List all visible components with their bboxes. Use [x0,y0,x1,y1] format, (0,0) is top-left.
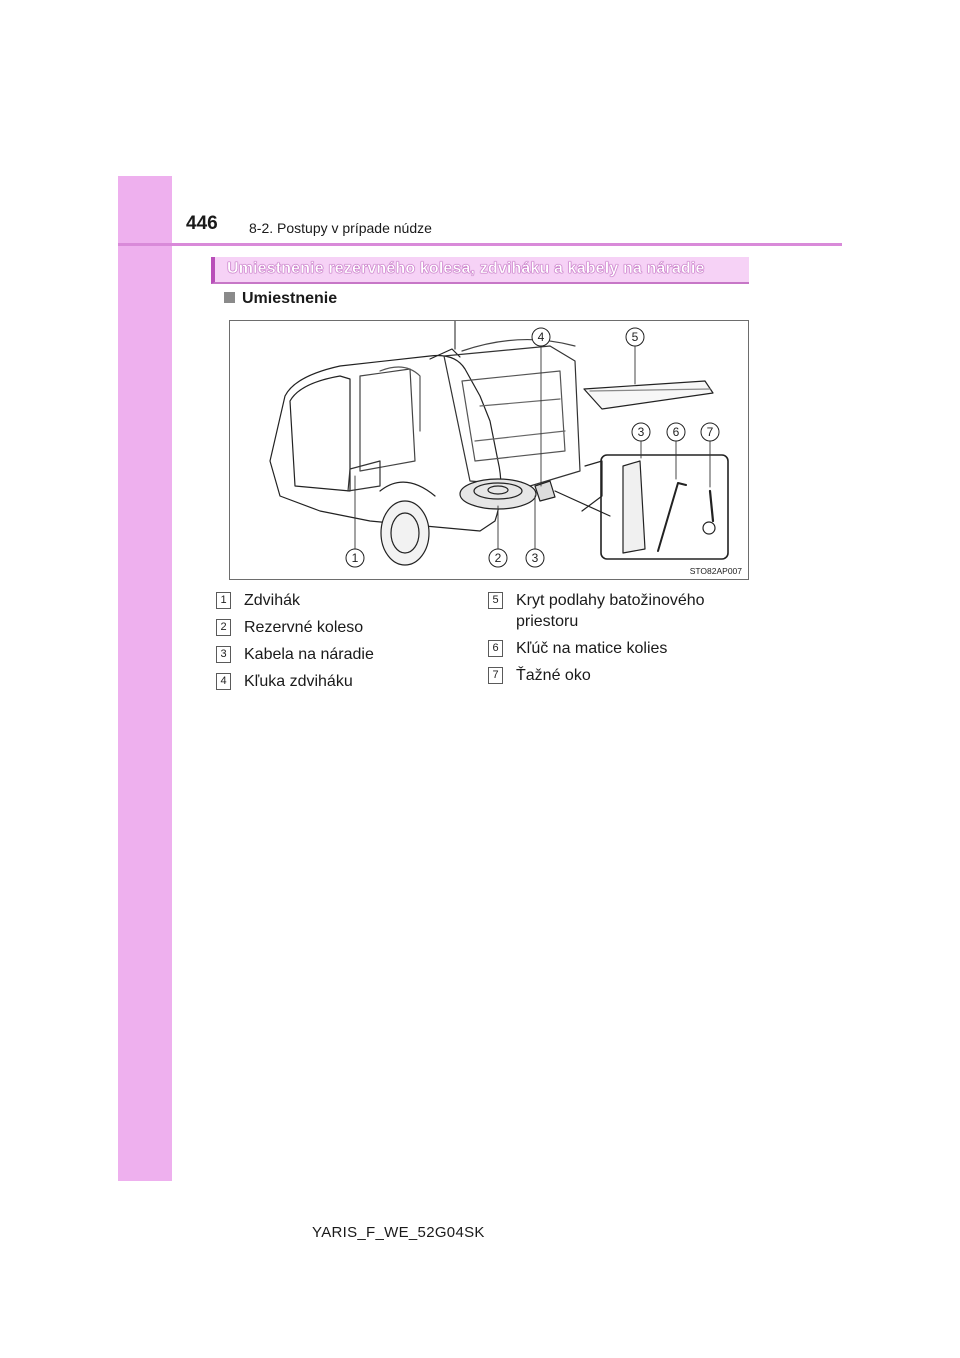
legend-item [488,590,728,632]
legend-text: Rezervné koleso [244,619,364,636]
callout-5 [626,328,644,346]
legend-item [216,617,456,638]
chapter-title: 8-2. Postupy v prípade núdze [249,220,432,236]
legend-text: Kľuka zdviháku [244,673,353,690]
legend-number: 1 [216,592,231,609]
subheading [224,290,337,308]
square-bullet-icon [224,292,235,303]
legend-left [216,590,456,698]
legend-text: Kľúč na matice kolies [516,640,668,657]
callout-7 [701,423,719,441]
car-drawing [270,321,602,565]
callout-1 [346,549,364,567]
callout-3b-label: 3 [637,425,645,439]
floor-cover-drawing [584,381,713,409]
car-trunk-illustration [230,321,748,579]
callout-2-label: 2 [494,551,502,565]
legend-item [216,644,456,665]
callout-3a-label: 3 [531,551,539,565]
legend-item [488,638,728,659]
callout-6 [667,423,685,441]
inset-box [601,455,728,559]
header-rule [118,243,842,246]
callout-5-label: 5 [631,330,639,344]
legend-text: Zdvihák [244,592,301,609]
legend-text: Ťažné oko [516,667,591,684]
spare-tire-drawing [460,479,536,509]
document-code: YARIS_F_WE_52G04SK [312,1224,485,1241]
legend-item [488,665,728,686]
callout-1-label: 1 [351,551,359,565]
towing-eye-drawing [703,491,715,534]
legend-item [216,590,456,611]
legend-number: 2 [216,619,231,636]
callout-7-label: 7 [706,425,714,439]
illustration-frame [229,320,749,580]
callout-3b [632,423,650,441]
section-heading-box [211,257,749,284]
legend-right [488,590,728,692]
legend-number: 3 [216,646,231,663]
legend-number: 7 [488,667,503,684]
tool-bag-drawing [623,461,645,553]
wheel-wrench-drawing [658,483,686,551]
section-title: Umiestnenie rezervného kolesa, zdviháku a kabely na náradie [227,260,705,277]
legend-number: 6 [488,640,503,657]
callout-3a [526,549,544,567]
legend-number: 5 [488,592,503,609]
page-number: 446 [186,213,218,234]
callout-6-label: 6 [672,425,680,439]
subheading-text: Umiestnenie [242,290,338,307]
callout-2 [489,549,507,567]
legend-item [216,671,456,692]
legend-text: Kabela na náradie [244,646,374,663]
figure-code: STO82AP007 [689,566,742,576]
callout-4 [532,328,550,346]
legend-number: 4 [216,673,231,690]
legend-text: Kryt podlahy batožinového priestoru [516,592,705,630]
side-strip [118,176,172,1181]
callout-4-label: 4 [537,330,545,344]
